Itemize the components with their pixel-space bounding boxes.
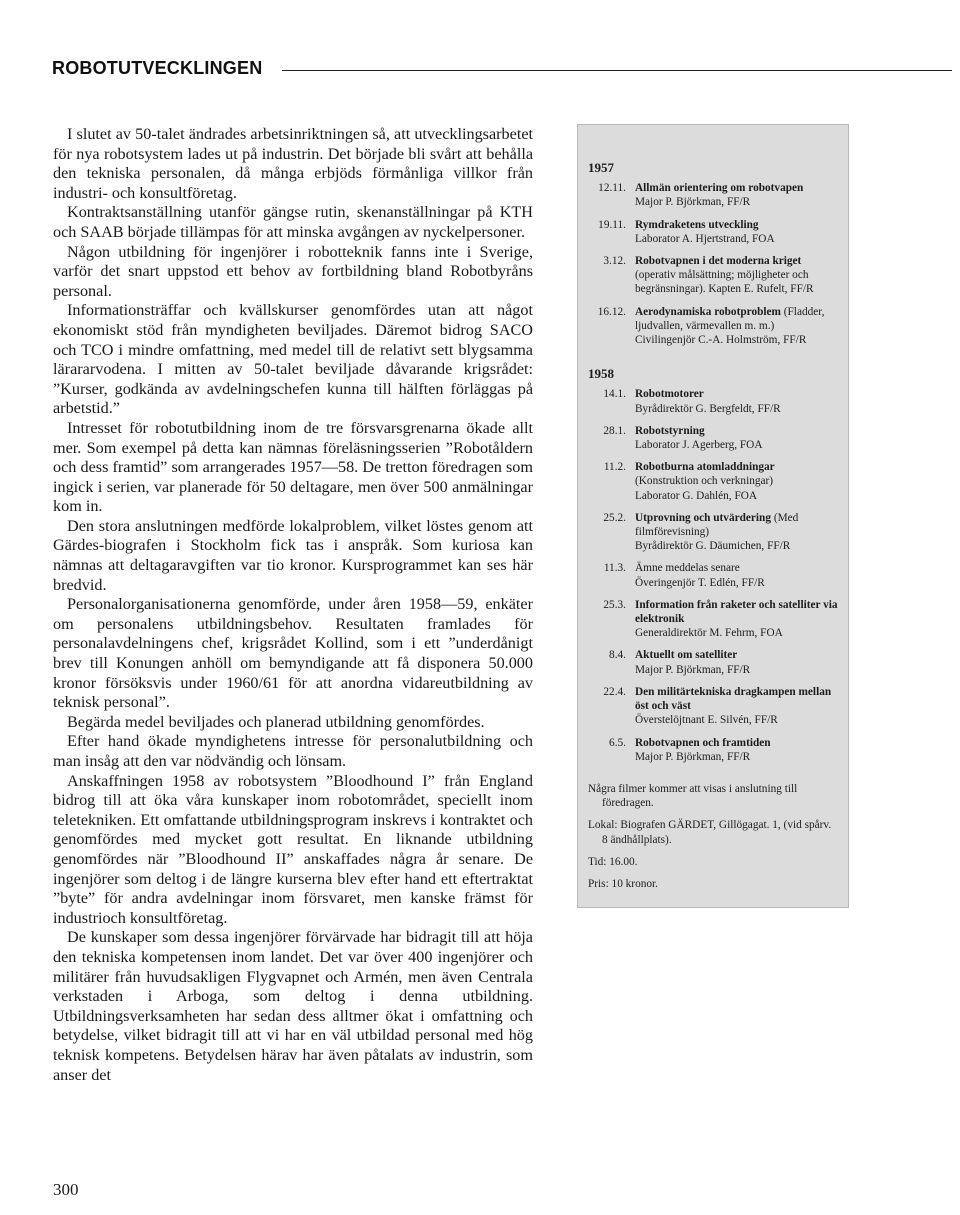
- paragraph: I slutet av 50-talet ändrades arbetsinriktningen så, att utvecklingsarbetet för nya robotsystem lades ut på industrin. Det började bli svårt att behålla den tekniska personalen, då många erbjöds förmånliga villkor från industri- och konsultföretag.: [53, 125, 533, 202]
- entry-date: 25.2.: [603, 511, 626, 524]
- program-notes: [588, 782, 838, 891]
- program-note: Tid: 16.00.: [588, 855, 638, 868]
- program-entry: [588, 648, 838, 676]
- lecture-program-box: [577, 124, 849, 908]
- article-body: [53, 125, 533, 1085]
- entry-speaker: Laborator A. Hjertstrand, FOA: [635, 232, 775, 245]
- program-entry: [588, 424, 838, 452]
- entry-date: 14.1.: [603, 388, 626, 401]
- paragraph: Informationsträffar och kvällskurser genomfördes utan att något ekonomiskt stöd från myndigheten beviljades. Däremot bidrog SACO och TCO i mindre omfattning, med medel till de relativt sett blygsamma lärararvodena. I mitten av 50-talet beviljade dåvarande krigsrådet: ”Kurser, godkända av avdelningschefen kunna till hälften förläggas på arbetstid.”: [53, 301, 533, 418]
- entry-date: 19.11.: [598, 218, 626, 231]
- entry-topic: Robotburna atomladdningar: [635, 461, 775, 474]
- program-entry: [588, 305, 838, 348]
- paragraph: Anskaffningen 1958 av robotsystem ”Bloodhound I” från England bidrog till att öka våra kunskaper inom robotområdet, speciellt inom teletekniken. Ett omfattande utbildningsprogram inskrevs i kontraktet och genomfördes med mycket gott resultat. En liknande utbildning genomfördes när ”Bloodhound II” anskaffades några år senare. De ingenjörer som deltog i de längre kurserna blev efter hand ett eftertraktat ”byte” för andra avdelningar inom försvaret, men kanske främst för industrioch konsultföretag.: [53, 771, 533, 927]
- entry-topic: Robotvapnen i det moderna kriget: [635, 255, 802, 268]
- entry-date: 22.4.: [603, 685, 626, 698]
- program-note: Lokal: Biografen GÄRDET, Gillögagat. 1, (vid spårv. 8 ändhållplats).: [588, 819, 832, 846]
- entry-date: 28.1.: [603, 424, 626, 437]
- entry-speaker: Överstelöjtnant E. Silvén, FF/R: [635, 714, 778, 727]
- entry-topic: Ämne meddelas senare: [635, 562, 740, 575]
- entry-speaker: Major P. Björkman, FF/R: [635, 663, 751, 676]
- program-note: Några filmer kommer att visas i anslutning till föredragen.: [588, 782, 798, 810]
- entry-date: 12.11.: [598, 182, 626, 195]
- page-number: 300: [53, 1180, 79, 1199]
- entry-speaker: Laborator J. Agerberg, FOA: [635, 439, 763, 452]
- program-entry: [588, 460, 838, 503]
- page-header: [52, 58, 952, 84]
- program-entry: [588, 561, 838, 589]
- paragraph: Den stora anslutningen medförde lokalproblem, vilket löstes genom att Gärdes-biografen i Stockholm fick tas i anspråk. Som kuriosa kan nämnas att deltagaravgiften var tio kronor. Kursprogrammet kan ses här bredvid.: [53, 516, 533, 594]
- entry-date: 16.12.: [597, 305, 626, 318]
- entry-date: 3.12.: [603, 255, 626, 268]
- paragraph: Intresset för robotutbildning inom de tre försvarsgrenarna ökade allt mer. Som exempel på detta kan nämnas föreläsningsserien ”Robotåldern och dess framtid” som arrangerades 1957—58. De tretton föredragen som ingick i serien, var planerade för 50 deltagare, men över 500 anmälningar kom in.: [53, 418, 533, 516]
- entry-date: 8.4.: [609, 649, 626, 662]
- entry-topic: Robotvapnen och framtiden: [635, 736, 771, 749]
- entry-topic: Utprovning och utvärdering: [635, 511, 771, 524]
- paragraph: Kontraktsanställning utanför gängse rutin, skenanställningar på KTH och SAAB började tillämpas för att minska avgången av nyckelpersoner.: [53, 203, 533, 241]
- program-entry: [588, 685, 838, 728]
- entry-note: (Fladder, ljudvallen, värmevallen m. m.): [635, 305, 825, 332]
- chapter-title: ROBOTUTVECKLINGEN: [52, 58, 272, 79]
- program-entry: [588, 511, 838, 554]
- paragraph: Begärda medel beviljades och planerad utbildning genomfördes.: [67, 712, 485, 731]
- entry-note: (Konstruktion och verkningar): [635, 475, 774, 488]
- entry-note: (Med filmförevisning): [635, 511, 799, 539]
- entry-topic: Aerodynamiska robotproblem: [635, 305, 781, 318]
- entry-topic: Robotmotorer: [635, 388, 704, 401]
- header-rule: [282, 70, 952, 71]
- entry-speaker: Byrådirektör G. Däumichen, FF/R: [635, 540, 791, 553]
- entry-speaker: Civilingenjör C.-A. Holmström, FF/R: [635, 334, 807, 347]
- program-entry: [588, 181, 838, 209]
- program-entry: [588, 736, 838, 764]
- entry-date: 25.3.: [603, 598, 626, 611]
- program-year: 1957: [588, 160, 614, 175]
- paragraph: Någon utbildning för ingenjörer i robotteknik fanns inte i Sverige, varför det snart uppstod ett behov av fortbildning bland Robotbyråns personal.: [53, 242, 533, 300]
- entry-topic: Allmän orientering om robotvapen: [635, 182, 804, 195]
- entry-topic: Information från raketer och satelliter via elektronik: [635, 598, 838, 626]
- paragraph: Efter hand ökade myndighetens intresse för personalutbildning och man insåg att den var nödvändig och lönsam.: [53, 732, 533, 770]
- program-note: Pris: 10 kronor.: [588, 877, 658, 890]
- program-entry: [588, 254, 838, 297]
- entry-topic: Robotstyrning: [635, 424, 705, 437]
- program-entry: [588, 218, 838, 246]
- program-entry: [588, 387, 838, 415]
- entry-speaker: Laborator G. Dahlén, FOA: [635, 489, 758, 502]
- entry-date: 11.3.: [603, 562, 626, 575]
- entry-date: 11.2.: [603, 461, 626, 474]
- entry-speaker: Byrådirektör G. Bergfeldt, FF/R: [635, 402, 781, 415]
- entry-speaker: Major P. Björkman, FF/R: [635, 196, 751, 209]
- entry-topic: Rymdraketens utveckling: [635, 218, 759, 231]
- paragraph: Personalorganisationerna genomförde, under åren 1958—59, enkäter om personalens utbildningsbehov. Resultaten framlades för personalavdelningens chef, krigsrådet Kollind, som i ett ”underdånigt brev till Konungen anhöll om bemyndigande att få disponera 50.000 kronor försöksvis under 1960/61 för att anordna vidareutbildning av teknisk personal”.: [53, 595, 533, 712]
- paragraph: De kunskaper som dessa ingenjörer förvärvade har bidragit till att höja den tekniska kompetensen inom landet. Det var över 400 ingenjörer och militärer från huvudsakligen Flygvapnet och Armén, men även Centrala verkstaden i Arboga, som deltog i denna utbildning. Utbildningsverksamheten har sedan dess alltmer ökat i omfattning och betydelse, vilket bidragit till att vi har en väl utbildad personal med hög teknisk kompetens. Betydelsen härav har även påtalats av industrin, som anser det: [53, 928, 533, 1084]
- entry-topic: Aktuellt om satelliter: [635, 649, 738, 662]
- entry-speaker: Generaldirektör M. Fehrm, FOA: [635, 627, 783, 640]
- program-year: 1958: [588, 366, 614, 382]
- entry-speaker: Kapten E. Rufelt, FF/R: [708, 283, 814, 296]
- program-entry: [588, 598, 838, 641]
- entry-date: 6.5.: [609, 736, 626, 749]
- entry-speaker: Major P. Björkman, FF/R: [635, 750, 751, 763]
- entry-topic: Den militärtekniska dragkampen mellan öst och väst: [635, 685, 832, 713]
- entry-note: (operativ målsättning; möjligheter och begränsningar).: [635, 269, 809, 296]
- entry-speaker: Överingenjör T. Edlén, FF/R: [635, 576, 765, 589]
